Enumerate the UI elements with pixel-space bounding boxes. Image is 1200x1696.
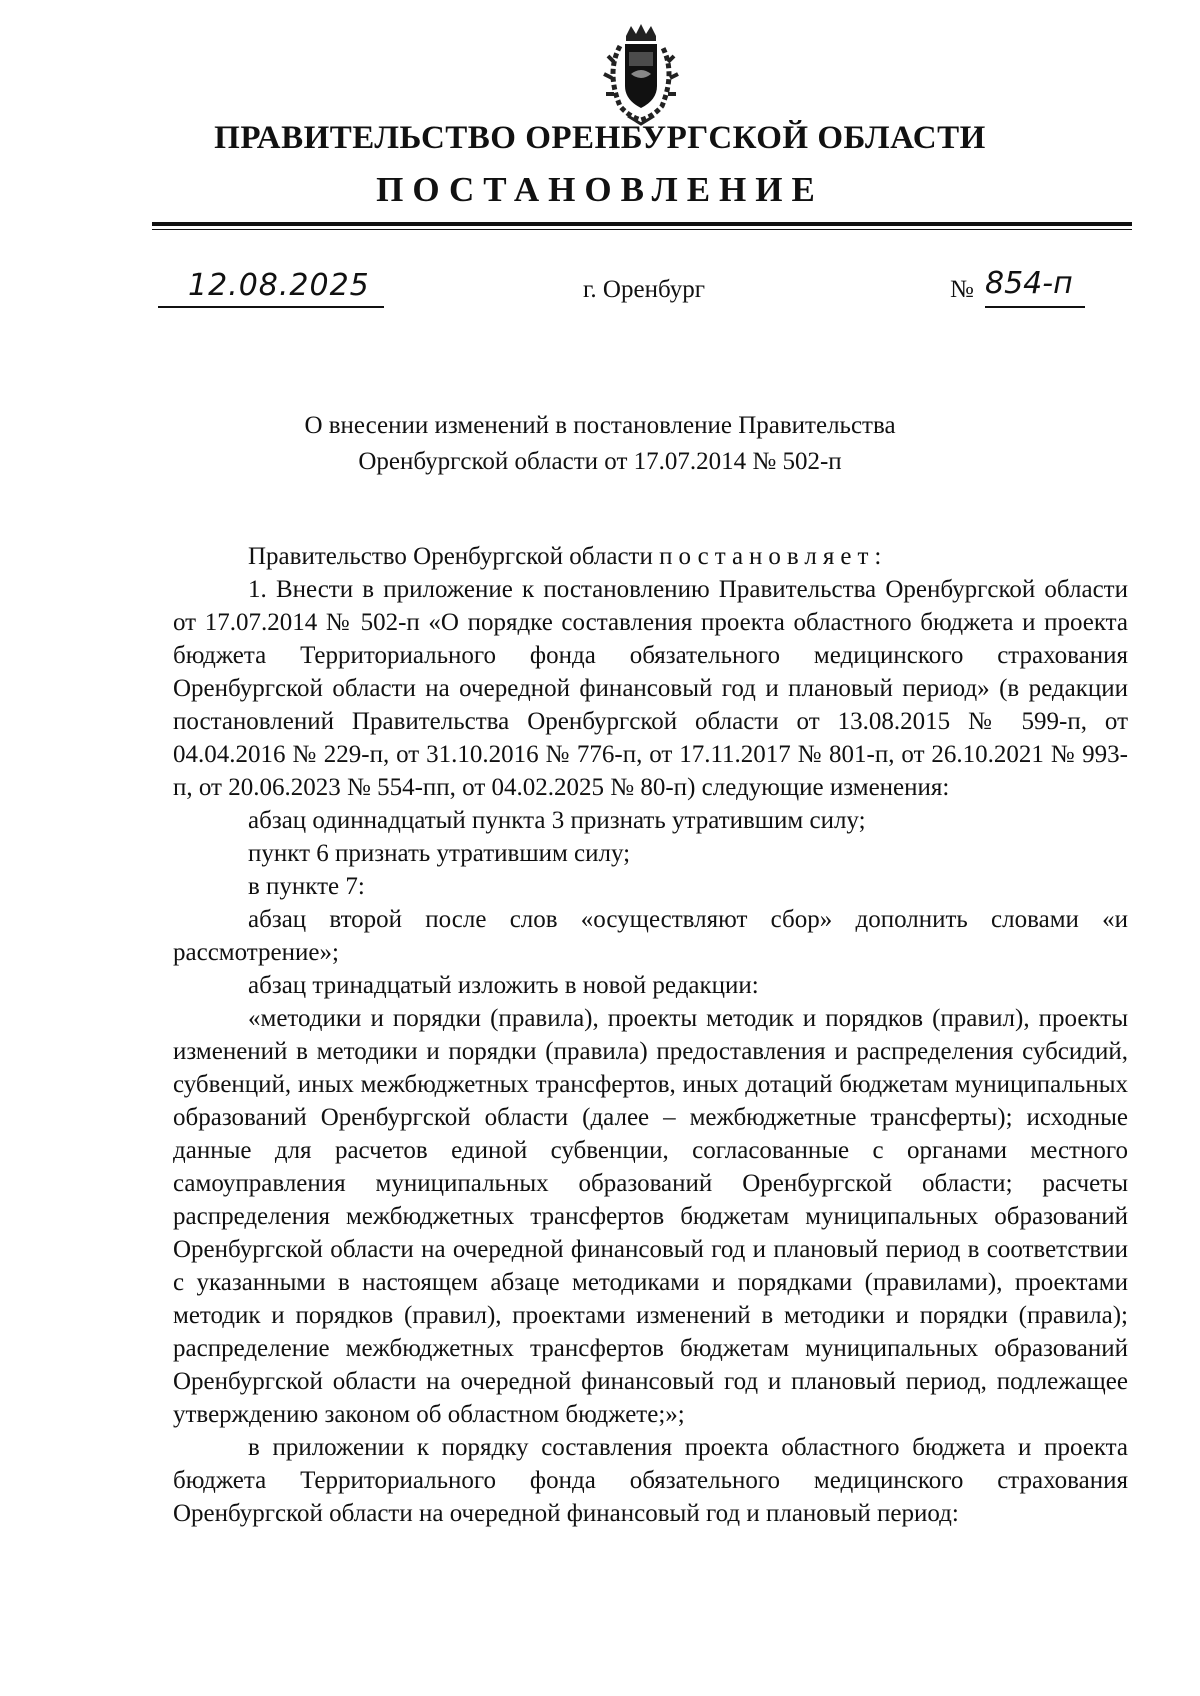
subject-line-2: Оренбургской области от 17.07.2014 № 502-п bbox=[358, 448, 842, 475]
date-underline bbox=[158, 306, 384, 308]
number-underline bbox=[985, 306, 1085, 308]
coat-of-arms-icon bbox=[598, 22, 684, 126]
intro-resolves: постановляет: bbox=[659, 543, 888, 570]
government-title: ПРАВИТЕЛЬСТВО ОРЕНБУРГСКОЙ ОБЛАСТИ bbox=[214, 120, 986, 156]
intro-text: Правительство Оренбургской области bbox=[248, 543, 660, 570]
document-number: 854-п bbox=[985, 266, 1073, 301]
body-paragraph: 1. Внести в приложение к постановлению Правительства Оренбургской области от 17.07.2014 № 502-п «О порядке составления проекта областного бюджета и проекта бюджета Территориального фонда обязательного медицинского страхования Оренбургской области на очередной финансовый год и плановый период» (в редакции постановлений Правительства Оренбургской области от 13.08.2015 № 599-п, от 04.04.2016 № 229-п, от 31.10.2016 № 776-п, от 17.11.2017 № 801-п, от 26.10.2021 № 993-п, от 20.06.2023 № 554-пп, от 04.02.2025 № 80-п) следующие изменения: bbox=[173, 576, 1128, 801]
body-paragraph: абзац одиннадцатый пункта 3 признать утратившим силу; bbox=[248, 807, 866, 834]
body-paragraph: в пункте 7: bbox=[248, 873, 365, 900]
intro-paragraph bbox=[173, 540, 1128, 573]
document-date: 12.08.2025 bbox=[188, 268, 370, 303]
body-paragraph: абзац тринадцатый изложить в новой редакции: bbox=[248, 972, 759, 999]
header-divider-thin bbox=[152, 229, 1132, 230]
body-paragraph: «методики и порядки (правила), проекты методик и порядков (правил), проекты изменений в методики и порядки (правила) предоставления и распределения субсидий, субвенций, иных межбюджетных трансфертов, иных дотаций бюджетам муниципальных образований Оренбургской области (далее – межбюджетные трансферты); исходные данные для расчетов единой субвенции, согласованные с органами местного самоуправления муниципальных образований Оренбургской области; расчеты распределения межбюджетных трансфертов бюджетам муниципальных образований Оренбургской области на очередной финансовый год и плановый период в соответствии с указанными в настоящем абзаце методиками и порядками (правилами), проектами методик и порядков (правил), проектами изменений в методики и порядки (правила); распределение межбюджетных трансфертов бюджетам муниципальных образований Оренбургской области на очередной финансовый год и плановый период, подлежащее утверждению законом об областном бюджете;»; bbox=[173, 1005, 1128, 1428]
document-body bbox=[173, 540, 1128, 1530]
number-sign: № bbox=[950, 276, 974, 303]
document-subject bbox=[0, 408, 1200, 480]
document-city: г. Оренбург bbox=[583, 276, 705, 303]
subject-line-1: О внесении изменений в постановление Правительства bbox=[304, 412, 896, 439]
body-paragraph: абзац второй после слов «осуществляют сбор» дополнить словами «и рассмотрение»; bbox=[173, 906, 1128, 966]
document-type: ПОСТАНОВЛЕНИЕ bbox=[376, 170, 824, 209]
header-divider bbox=[152, 222, 1132, 226]
body-paragraph: в приложении к порядку составления проекта областного бюджета и проекта бюджета Территориального фонда обязательного медицинского страхования Оренбургской области на очередной финансовый год и плановый период: bbox=[173, 1434, 1128, 1527]
body-paragraph: пункт 6 признать утратившим силу; bbox=[248, 840, 631, 867]
